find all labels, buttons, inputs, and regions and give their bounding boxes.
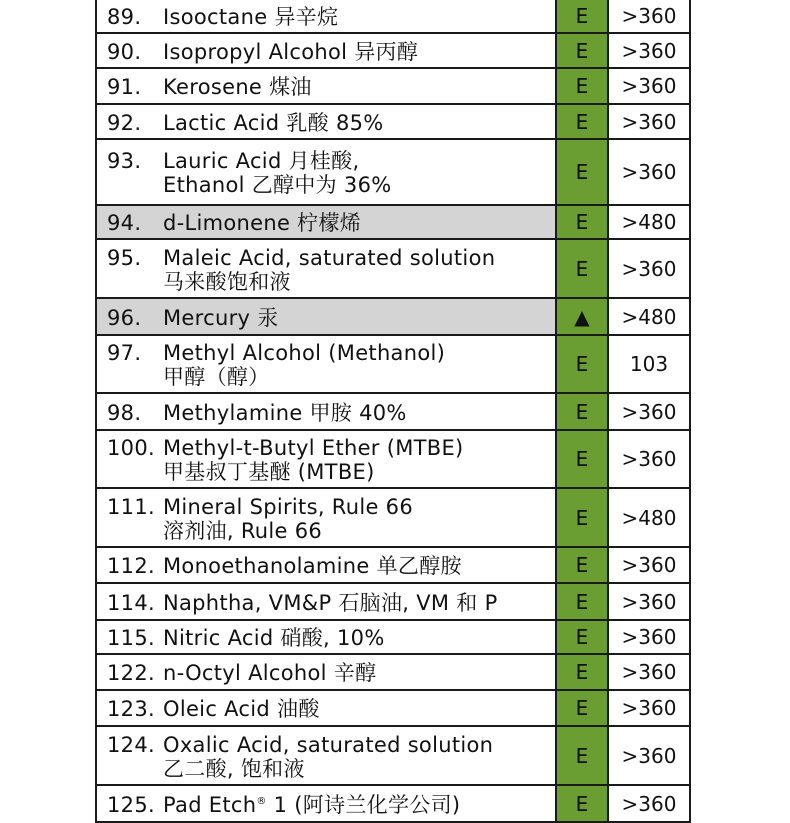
table-row: [96, 335, 690, 393]
table-row: [96, 583, 690, 620]
chemical-name: [163, 436, 549, 484]
rating-code-cell: E: [556, 430, 608, 488]
breakthrough-time-cell: >360: [608, 726, 690, 785]
chemical-name-cell: [96, 583, 556, 620]
table-row: [96, 547, 690, 583]
breakthrough-time-cell: >360: [608, 620, 690, 654]
chemical-name-line1: [163, 697, 320, 721]
table-row: [96, 785, 690, 822]
chemical-name-cell: [96, 205, 556, 239]
rating-code-cell: E: [556, 785, 608, 822]
table-row: [96, 139, 690, 205]
chemical-name: [163, 246, 549, 294]
chemical-name: [163, 40, 549, 64]
breakthrough-time-cell: >360: [608, 393, 690, 430]
table-row: [96, 726, 690, 785]
rating-code-cell: E: [556, 104, 608, 139]
row-number: 111.: [107, 494, 155, 519]
chemical-name: [163, 149, 549, 197]
breakthrough-time-cell: >360: [608, 547, 690, 583]
rating-code-cell: E: [556, 654, 608, 690]
chemical-name-cell: [96, 0, 556, 33]
rating-code-cell: E: [556, 335, 608, 393]
table-row: [96, 430, 690, 488]
chemical-name: [163, 111, 549, 135]
breakthrough-time-cell: >360: [608, 68, 690, 104]
chemical-name: [163, 626, 549, 650]
chemical-name-cell: [96, 139, 556, 205]
chemical-name-text: Mineral Spirits, Rule 66: [163, 494, 413, 519]
table-row: [96, 104, 690, 139]
chemical-name-text: Isopropyl Alcohol 异丙醇: [163, 39, 419, 64]
row-number: 123.: [107, 697, 155, 721]
chemical-name-line2: 马来酸饱和液: [163, 269, 291, 294]
chemical-name-line1: [163, 554, 462, 578]
rating-code-cell: E: [556, 205, 608, 239]
chemical-name-line1: [163, 436, 464, 460]
breakthrough-time-cell: >480: [608, 488, 690, 547]
chemical-name: [163, 733, 549, 781]
chemical-name-text: Kerosene 煤油: [163, 75, 312, 99]
chemical-name-line2: 甲基叔丁基醚 (MTBE): [163, 460, 375, 484]
chemical-name-text: Oxalic Acid, saturated solution: [163, 732, 494, 757]
chemical-name-line2: Ethanol 乙醇中为 36%: [163, 173, 392, 197]
chemical-name-cell: [96, 620, 556, 654]
table-row: [96, 239, 690, 298]
chemical-name: [163, 661, 549, 685]
chemical-name-line1: [163, 661, 376, 685]
chemical-name: [163, 591, 549, 615]
breakthrough-time-cell: >360: [608, 33, 690, 68]
breakthrough-time-cell: >360: [608, 430, 690, 488]
breakthrough-time-cell: >360: [608, 654, 690, 690]
chemical-name-line1: [163, 401, 407, 425]
row-number: 91.: [107, 75, 142, 99]
breakthrough-time-cell: >360: [608, 583, 690, 620]
chemical-name: [163, 697, 549, 721]
chemical-name: [163, 75, 549, 99]
chemical-name-text: Lactic Acid 乳酸 85%: [163, 110, 384, 135]
chemical-name-cell: [96, 690, 556, 726]
row-number: 94.: [107, 211, 142, 235]
rating-code-cell: E: [556, 68, 608, 104]
chemical-name-cell: [96, 430, 556, 488]
chemical-name-text: d-Limonene 柠檬烯: [163, 211, 362, 235]
row-number: 98.: [107, 400, 142, 425]
chemical-name-text: Maleic Acid, saturated solution: [163, 245, 496, 270]
chemical-name-line2: 乙二酸, 饱和液: [163, 756, 305, 781]
registered-mark: ®: [256, 795, 267, 807]
chemical-name-text: n-Octyl Alcohol 辛醇: [163, 661, 377, 685]
chemical-name: [163, 5, 549, 29]
breakthrough-time-cell: >360: [608, 139, 690, 205]
table-row: [96, 205, 690, 239]
row-number: 114.: [107, 590, 155, 615]
chemical-name-cell: [96, 104, 556, 139]
chemical-name-line1: [163, 733, 493, 757]
chemical-name-line1: [163, 341, 445, 365]
rating-code-cell: E: [556, 583, 608, 620]
row-number: 122.: [107, 661, 155, 685]
row-number: 89.: [107, 5, 142, 29]
rating-code-cell: E: [556, 547, 608, 583]
table-row: [96, 488, 690, 547]
row-number: 90.: [107, 39, 142, 64]
chemical-name-cell: [96, 68, 556, 104]
chemical-name: [163, 401, 549, 425]
chemical-name-line1: [163, 306, 279, 330]
row-number: 125.: [107, 792, 155, 817]
chemical-name: [163, 495, 549, 543]
breakthrough-time-cell: >360: [608, 239, 690, 298]
chemical-name-text: Oleic Acid 油酸: [163, 697, 320, 721]
chemical-name-cell: [96, 298, 556, 335]
chemical-name: [163, 341, 549, 389]
chemical-name-cell: [96, 488, 556, 547]
chemical-name-line1: [163, 793, 460, 817]
row-number: 95.: [107, 245, 142, 270]
chemical-name: [163, 793, 549, 817]
chemical-name: [163, 211, 549, 235]
breakthrough-time-cell: >360: [608, 0, 690, 33]
row-number: 100.: [107, 436, 155, 460]
rating-code-cell: E: [556, 690, 608, 726]
chemical-name-line1: [163, 211, 361, 235]
chemical-name-cell: [96, 654, 556, 690]
chemical-name-text: Isooctane 异辛烷: [163, 5, 339, 29]
breakthrough-time-cell: >480: [608, 205, 690, 239]
chemical-name-cell: [96, 239, 556, 298]
table-row: [96, 620, 690, 654]
chemical-name-text: Lauric Acid 月桂酸,: [163, 149, 360, 173]
row-number: 112.: [107, 554, 155, 578]
rating-code-cell: E: [556, 33, 608, 68]
row-number: 115.: [107, 626, 155, 650]
chemical-name-cell: [96, 726, 556, 785]
table-row: [96, 68, 690, 104]
chemical-name-line1: [163, 626, 385, 650]
chemical-name-text: Methyl-t-Butyl Ether (MTBE): [163, 436, 464, 460]
chemical-name-line1: [163, 495, 413, 519]
chemical-name-line2: 溶剂油, Rule 66: [163, 518, 323, 543]
chemical-name-line1: [163, 149, 359, 173]
chemical-name-cell: [96, 393, 556, 430]
chemical-name-line2: 甲醇（醇）: [163, 365, 270, 389]
breakthrough-time-cell: >360: [608, 104, 690, 139]
chemical-name-cell: [96, 33, 556, 68]
rating-code-cell: E: [556, 393, 608, 430]
table-row: [96, 690, 690, 726]
chemical-name-line1: [163, 591, 498, 615]
chemical-name-text: Mercury 汞: [163, 305, 279, 330]
chemical-name-text: Naphtha, VM&P 石脑油, VM 和 P: [163, 590, 498, 615]
table-body: [96, 0, 690, 822]
rating-code-cell: E: [556, 139, 608, 205]
table-row: [96, 393, 690, 430]
chemical-resistance-table: [95, 0, 691, 823]
rating-code-cell: E: [556, 620, 608, 654]
chemical-name: [163, 554, 549, 578]
chemical-name-text: Nitric Acid 硝酸, 10%: [163, 626, 385, 650]
table-row: [96, 298, 690, 335]
chemical-name-line1: [163, 75, 312, 99]
breakthrough-time-cell: >360: [608, 690, 690, 726]
row-number: 92.: [107, 110, 142, 135]
chemical-name-line1: [163, 40, 418, 64]
chemical-name-line1: [163, 246, 495, 270]
rating-code-cell: E: [556, 488, 608, 547]
chemical-name-tail: 1 (阿诗兰化学公司): [266, 792, 461, 817]
chemical-name-line1: [163, 5, 338, 29]
breakthrough-time-cell: >480: [608, 298, 690, 335]
row-number: 93.: [107, 149, 142, 173]
chemical-name-text: Monoethanolamine 单乙醇胺: [163, 554, 462, 578]
rating-code-cell: ▲: [556, 298, 608, 335]
row-number: 124.: [107, 732, 155, 757]
chemical-name-text: Methylamine 甲胺 40%: [163, 400, 407, 425]
rating-code-cell: E: [556, 0, 608, 33]
table-row: [96, 0, 690, 33]
chemical-name-text: Pad Etch: [163, 792, 257, 817]
table-row: [96, 654, 690, 690]
chemical-name-cell: [96, 335, 556, 393]
breakthrough-time-cell: 103: [608, 335, 690, 393]
row-number: 97.: [107, 341, 142, 365]
chemical-name-cell: [96, 547, 556, 583]
breakthrough-time-cell: >360: [608, 785, 690, 822]
rating-code-cell: E: [556, 726, 608, 785]
chemical-name-line1: [163, 111, 384, 135]
chemical-name: [163, 306, 549, 330]
rating-code-cell: E: [556, 239, 608, 298]
row-number: 96.: [107, 305, 142, 330]
chemical-name-cell: [96, 785, 556, 822]
table-row: [96, 33, 690, 68]
chemical-name-text: Methyl Alcohol (Methanol): [163, 341, 446, 365]
